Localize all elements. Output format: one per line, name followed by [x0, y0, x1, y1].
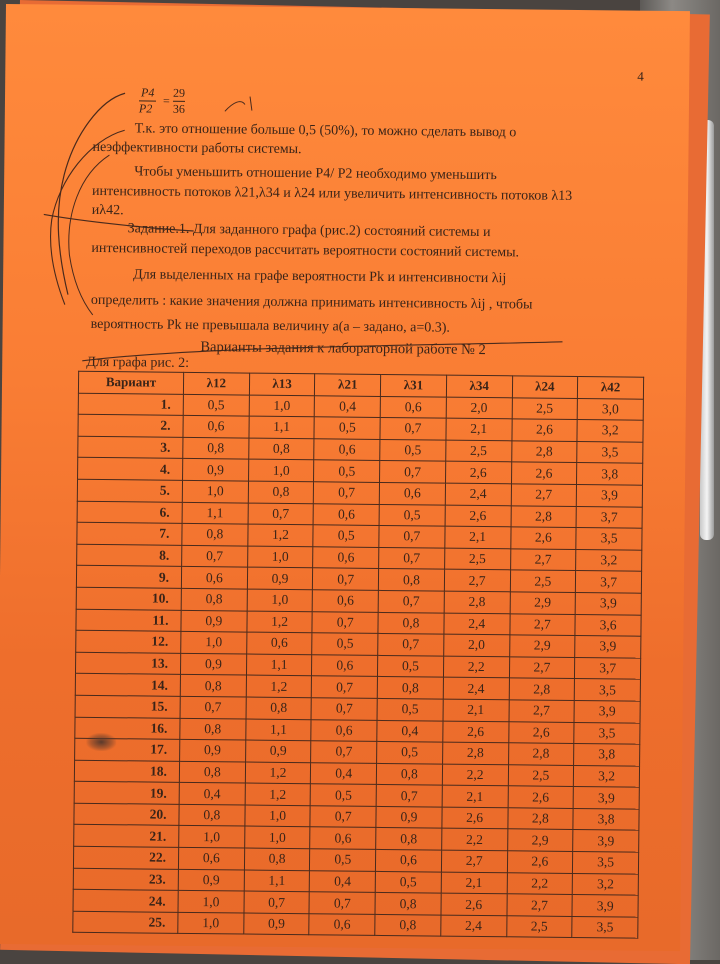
table-cell: 3,8 [573, 808, 639, 830]
table-cell: 2,6 [507, 851, 573, 873]
page-number: 4 [637, 68, 644, 84]
table-cell: 0,7 [309, 892, 375, 914]
variant-number: 2. [78, 414, 183, 437]
table-cell: 0,4 [179, 783, 245, 805]
table-cell: 2,1 [445, 526, 511, 548]
table-cell: 3,9 [573, 787, 639, 809]
table-cell: 3,6 [575, 614, 641, 636]
table-cell: 2,7 [509, 613, 575, 635]
table-cell: 0,9 [245, 740, 311, 762]
table-cell: 2,8 [444, 591, 510, 613]
variant-number: 7. [77, 522, 182, 545]
table-cell: 0,8 [180, 718, 246, 740]
table-cell: 3,9 [572, 895, 638, 917]
column-header: λ34 [446, 375, 512, 397]
table-cell: 3,7 [575, 657, 641, 679]
table-cell: 0,7 [248, 503, 314, 525]
variant-number: 8. [77, 544, 182, 567]
table-cell: 3,9 [574, 700, 640, 722]
table-cell: 0,7 [378, 634, 444, 656]
table-cell: 0,8 [378, 612, 444, 634]
table-cell: 0,8 [182, 524, 248, 546]
table-cell: 1,1 [244, 870, 310, 892]
table-cell: 1,2 [245, 762, 311, 784]
variant-number: 19. [74, 782, 179, 805]
table-cell: 3,8 [574, 744, 640, 766]
table-cell: 0,5 [183, 394, 249, 416]
table-cell: 2,8 [507, 808, 573, 830]
variant-number: 5. [77, 479, 182, 502]
table-cell: 0,5 [377, 742, 443, 764]
table-cell: 2,2 [443, 656, 509, 678]
table-cell: 2,6 [508, 721, 574, 743]
table-cell: 2,6 [441, 893, 507, 915]
table-cell: 2,1 [441, 872, 507, 894]
fraction-equals: = [162, 93, 170, 108]
table-cell: 0,6 [313, 546, 379, 568]
table-cell: 0,5 [377, 698, 443, 720]
table-cell: 2,9 [507, 829, 573, 851]
table-cell: 3,2 [574, 765, 640, 787]
paragraph-line: неэффективности работы системы. [92, 139, 302, 158]
table-cell: 3,0 [577, 398, 643, 420]
table-cell: 3,2 [576, 549, 642, 571]
table-cell: 2,6 [445, 505, 511, 527]
table-cell: 0,8 [248, 481, 314, 503]
variant-number: 3. [78, 436, 183, 459]
table-cell: 0,6 [178, 847, 244, 869]
column-header: λ42 [578, 377, 644, 399]
variant-number: 9. [76, 566, 181, 589]
paragraph-line: вероятность Pk не превышала величину a(a – задано, a=0.3). [90, 316, 451, 336]
table-cell: 0,8 [377, 677, 443, 699]
table-cell: 2,1 [443, 699, 509, 721]
table-cell: 3,9 [573, 830, 639, 852]
table-cell: 0,6 [380, 396, 446, 418]
table-cell: 2,6 [508, 786, 574, 808]
table-cell: 0,6 [313, 503, 379, 525]
document-page [0, 4, 690, 951]
table-cell: 0,8 [180, 675, 246, 697]
table-cell: 3,7 [576, 571, 642, 593]
variant-number: 18. [74, 760, 179, 783]
table-cell: 2,0 [444, 634, 510, 656]
table-cell: 1,0 [179, 826, 245, 848]
table-cell: 2,4 [441, 915, 507, 937]
table-cell: 2,8 [442, 742, 508, 764]
table-cell: 2,4 [443, 677, 509, 699]
paragraph-line: Чтобы уменьшить отношение P4/ P2 необходимо уменьшить [134, 164, 497, 184]
table-cell: 2,6 [510, 527, 576, 549]
column-header: Вариант [78, 371, 183, 394]
variant-number: 25. [73, 911, 178, 934]
variant-number: 17. [75, 738, 180, 761]
table-cell: 0,8 [375, 893, 441, 915]
table-cell: 0,8 [378, 569, 444, 591]
table-cell: 0,7 [311, 698, 377, 720]
table-cell: 0,6 [379, 482, 445, 504]
paragraph-line: Т.к. это отношение больше 0,5 (50%), то можно сделать вывод о [134, 121, 517, 141]
table-cell: 2,7 [506, 894, 572, 916]
paragraph-line: интенсивность потоков λ21,λ34 и λ24 или увеличить интенсивность потоков λ13 [91, 183, 573, 204]
table-cell: 3,5 [573, 852, 639, 874]
table-cell: 2,1 [442, 785, 508, 807]
graph-caption: Для графа рис. 2: [86, 354, 190, 371]
table-cell: 3,9 [576, 484, 642, 506]
table-cell: 3,5 [576, 528, 642, 550]
variant-number: 10. [76, 587, 181, 610]
table-cell: 3,5 [574, 722, 640, 744]
table-cell: 0,8 [376, 763, 442, 785]
table-cell: 0,8 [376, 828, 442, 850]
table-cell: 2,8 [511, 441, 577, 463]
table-cell: 0,5 [380, 439, 446, 461]
table-cell: 2,7 [509, 657, 575, 679]
table-cell: 2,5 [506, 916, 572, 938]
variant-number: 12. [76, 630, 181, 653]
table-cell: 0,6 [183, 416, 249, 438]
variant-number: 21. [74, 825, 179, 848]
table-cell: 0,8 [181, 588, 247, 610]
table-cell: 0,4 [310, 870, 376, 892]
table-cell: 3,9 [575, 636, 641, 658]
table-cell: 0,7 [244, 891, 310, 913]
table-cell: 1,1 [246, 654, 312, 676]
table-cell: 0,9 [247, 567, 313, 589]
table-cell: 0,9 [183, 459, 249, 481]
table-cell: 2,8 [508, 743, 574, 765]
table-cell: 0,4 [311, 762, 377, 784]
table-cell: 1,0 [181, 631, 247, 653]
table-cell: 0,7 [312, 676, 378, 698]
table-cell: 0,5 [310, 849, 376, 871]
table-cell: 0,6 [309, 914, 375, 936]
table-cell: 2,6 [445, 462, 511, 484]
table-cell: 0,5 [314, 417, 380, 439]
column-header: λ21 [315, 374, 381, 396]
paragraph-line: Для выделенных на графе вероятности Pk и интенсивности λij [133, 267, 507, 287]
table-cell: 3,7 [576, 506, 642, 528]
table-cell: 0,6 [312, 654, 378, 676]
table-cell: 1,2 [248, 524, 314, 546]
variant-number: 11. [76, 609, 181, 632]
column-header: λ24 [512, 376, 578, 398]
table-cell: 2,7 [510, 549, 576, 571]
table-cell: 2,4 [444, 613, 510, 635]
table-cell: 0,6 [246, 632, 312, 654]
table-cell: 0,8 [375, 914, 441, 936]
variant-number: 6. [77, 501, 182, 524]
table-cell: 1,2 [246, 675, 312, 697]
table-cell: 0,7 [311, 741, 377, 763]
table-cell: 2,5 [446, 440, 512, 462]
table-cell: 0,7 [312, 611, 378, 633]
table-cell: 2,2 [442, 764, 508, 786]
table-cell: 0,7 [314, 482, 380, 504]
table-cell: 0,9 [181, 610, 247, 632]
variant-number: 4. [78, 458, 183, 481]
table-cell: 0,8 [244, 848, 310, 870]
table-cell: 0,6 [310, 827, 376, 849]
table-cell: 2,5 [508, 764, 574, 786]
table-cell: 0,5 [314, 460, 380, 482]
table-cell: 2,6 [511, 462, 577, 484]
variant-number: 16. [75, 717, 180, 740]
table-cell: 2,5 [444, 548, 510, 570]
table-cell: 2,0 [446, 397, 512, 419]
table-cell: 3,5 [577, 441, 643, 463]
column-header: λ31 [381, 374, 447, 396]
table-cell: 2,9 [510, 592, 576, 614]
variant-number: 22. [73, 846, 178, 869]
table-cell: 0,7 [310, 806, 376, 828]
table-cell: 0,8 [179, 761, 245, 783]
ink-smudge [86, 733, 116, 751]
table-cell: 0,6 [313, 590, 379, 612]
table-cell: 3,8 [577, 463, 643, 485]
table-cell: 3,5 [574, 679, 640, 701]
fraction-numerator: P4 [139, 85, 157, 101]
table-row [73, 911, 638, 939]
fraction-value-numerator: 29 [173, 85, 186, 100]
fraction-value-denominator: 36 [172, 101, 185, 116]
table-cell: 2,8 [511, 505, 577, 527]
fraction-denominator: P2 [138, 101, 153, 116]
table-cell: 0,5 [311, 784, 377, 806]
table-cell: 2,7 [509, 700, 575, 722]
table-cell: 0,7 [380, 418, 446, 440]
table-cell: 0,5 [379, 504, 445, 526]
table-cell: 1,2 [245, 783, 311, 805]
table-cell: 1,0 [249, 395, 315, 417]
table-cell: 0,6 [376, 849, 442, 871]
table-cell: 2,5 [512, 397, 578, 419]
table-cell: 1,0 [244, 827, 310, 849]
table-cell: 2,6 [442, 807, 508, 829]
table-cell: 1,2 [247, 611, 313, 633]
table-cell: 3,5 [572, 916, 638, 938]
variants-title: Варианты задания к лабораторной работе № 2 [200, 339, 486, 359]
table-cell: 0,9 [376, 806, 442, 828]
table-cell: 1,0 [245, 805, 311, 827]
column-header: λ12 [183, 372, 249, 394]
table-cell: 0,7 [380, 461, 446, 483]
table-cell: 0,4 [377, 720, 443, 742]
table-cell: 2,4 [445, 483, 511, 505]
table-cell: 2,1 [446, 418, 512, 440]
table-cell: 2,5 [510, 570, 576, 592]
table-cell: 0,5 [375, 871, 441, 893]
table-cell: 1,0 [178, 912, 244, 934]
table-cell: 0,6 [181, 567, 247, 589]
variant-number: 15. [75, 695, 180, 718]
table-cell: 0,9 [178, 869, 244, 891]
table-cell: 1,0 [182, 480, 248, 502]
variant-number: 14. [75, 674, 180, 697]
variant-number: 23. [73, 868, 178, 891]
table-cell: 0,7 [379, 547, 445, 569]
table-cell: 0,7 [313, 568, 379, 590]
table-cell: 0,7 [180, 696, 246, 718]
table-cell: 2,9 [509, 635, 575, 657]
table-cell: 0,7 [378, 590, 444, 612]
table-cell: 1,1 [246, 719, 312, 741]
table-cell: 0,8 [248, 438, 314, 460]
table-cell: 2,8 [509, 678, 575, 700]
table-cell: 2,6 [511, 419, 577, 441]
table-cell: 2,2 [507, 872, 573, 894]
paragraph-line: интенсивностей переходов рассчитать вероятности состояний системы. [91, 240, 520, 261]
table-cell: 0,8 [179, 804, 245, 826]
table-cell: 3,9 [575, 592, 641, 614]
table-cell: 2,7 [511, 484, 577, 506]
table-cell: 0,7 [376, 785, 442, 807]
table-cell: 0,4 [315, 395, 381, 417]
table-cell: 1,1 [249, 416, 315, 438]
variant-number: 1. [78, 393, 183, 416]
table-cell: 0,5 [313, 525, 379, 547]
table-body [73, 393, 644, 939]
table-cell: 0,6 [311, 719, 377, 741]
table-cell: 0,9 [180, 653, 246, 675]
table-cell: 0,5 [312, 633, 378, 655]
table-cell: 2,7 [441, 850, 507, 872]
table-cell: 1,0 [248, 459, 314, 481]
table-cell: 2,6 [443, 721, 509, 743]
table-cell: 2,7 [444, 569, 510, 591]
variants-table [72, 371, 644, 939]
table-cell: 0,7 [379, 526, 445, 548]
table-cell: 0,9 [180, 739, 246, 761]
variant-number: 24. [73, 890, 178, 913]
task-heading: Задание.1. Для заданного графа (рис.2) состояний системы и [127, 221, 491, 241]
variant-number: 20. [74, 803, 179, 826]
table-cell: 1,1 [182, 502, 248, 524]
table-cell: 2,2 [441, 829, 507, 851]
table-cell: 3,2 [577, 420, 643, 442]
table-cell: 0,5 [378, 655, 444, 677]
paragraph-line: определить : какие значения должна принимать интенсивность λij , чтобы [90, 292, 533, 313]
table-cell: 1,0 [178, 891, 244, 913]
table-cell: 1,0 [247, 546, 313, 568]
table-cell: 0,8 [246, 697, 312, 719]
table-cell: 0,9 [243, 913, 309, 935]
table-cell: 0,8 [183, 437, 249, 459]
table-cell: 3,2 [572, 873, 638, 895]
paragraph-line: иλ42. [91, 202, 124, 219]
table-cell: 1,0 [247, 589, 313, 611]
table-cell: 0,6 [314, 439, 380, 461]
column-header: λ13 [249, 373, 315, 395]
table-cell: 0,7 [182, 545, 248, 567]
variant-number: 13. [75, 652, 180, 675]
